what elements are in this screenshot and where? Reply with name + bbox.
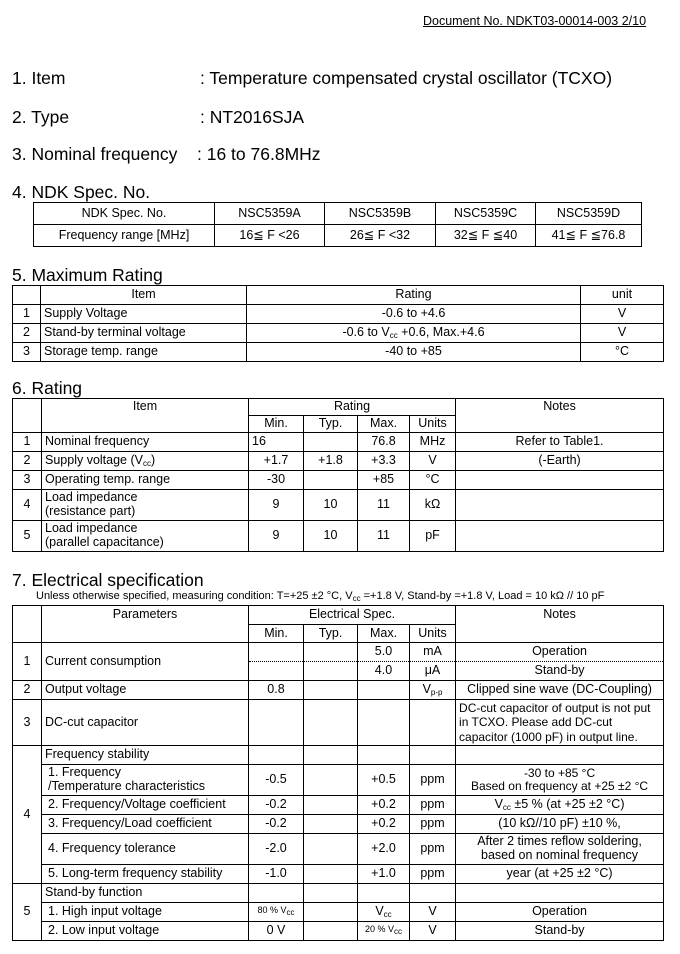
header-cell: Notes — [456, 606, 664, 625]
table-cell: Frequency stability — [42, 746, 249, 765]
table-cell: Frequency range [MHz] — [34, 225, 215, 247]
table-cell: Operation — [456, 903, 664, 922]
table-cell: 26≦ F <32 — [325, 225, 436, 247]
table-cell — [456, 521, 664, 552]
table-cell: Stand-by — [456, 662, 664, 681]
table-cell: Supply voltage $(V_{cc})$ — [42, 452, 249, 471]
frequency-label: 3. Nominal frequency — [12, 144, 178, 164]
table-cell: 32≦ F ≦40 — [436, 225, 536, 247]
table-cell: 10 — [304, 490, 358, 521]
table-cell: ppm — [410, 765, 456, 796]
table-cell — [456, 471, 664, 490]
table-cell: -0.2 — [249, 815, 304, 834]
row-number: 5 — [13, 521, 42, 552]
table-cell: Load impedance (resistance part) — [42, 490, 249, 521]
table-cell: 1. High input voltage — [42, 903, 249, 922]
row-number: 1 — [13, 433, 42, 452]
table-cell: V — [581, 305, 664, 324]
document-number: Document No. NDKT03-00014-003 2/10 — [423, 14, 647, 28]
table-cell: 5. Long-term frequency stability — [42, 865, 249, 884]
table-cell: -0.6 to $V_{cc} +0.6$, Max.+4.6 — [247, 324, 581, 343]
header-cell: Units — [410, 625, 456, 643]
table-cell: NDK Spec. No. — [34, 203, 215, 225]
table-cell: -0.2 — [249, 796, 304, 815]
table-cell: +1.7 — [249, 452, 304, 471]
row-number: 2 — [13, 681, 42, 700]
header-cell: Parameters — [42, 606, 249, 625]
table-cell: V — [410, 922, 456, 941]
table-cell: -1.0 — [249, 865, 304, 884]
table-cell: 4.0 — [358, 662, 410, 681]
header-cell: Min. — [249, 625, 304, 643]
table-cell: +1.8 — [304, 452, 358, 471]
section-5-title: 5. Maximum Rating — [12, 265, 163, 285]
table-cell: pF — [410, 521, 456, 552]
table-cell: +0.2 — [358, 796, 410, 815]
row-number: 1 — [13, 643, 42, 681]
table-cell: 16 — [249, 433, 304, 452]
table-cell — [304, 471, 358, 490]
header-cell: Units — [410, 416, 456, 433]
table-cell: +85 — [358, 471, 410, 490]
header-cell: Rating — [247, 286, 581, 305]
header-cell: Item — [41, 286, 247, 305]
table-cell: Storage temp. range — [41, 343, 247, 362]
table-cell: +0.5 — [358, 765, 410, 796]
table-cell: Stand-by function — [42, 884, 249, 903]
table-cell: 10 — [304, 521, 358, 552]
table-cell: NSC5359A — [215, 203, 325, 225]
header-cell: Max. — [358, 416, 410, 433]
table-cell: °C — [581, 343, 664, 362]
table-cell: After 2 times reflow soldering, based on nominal frequency — [456, 834, 664, 865]
table-cell: NSC5359B — [325, 203, 436, 225]
table-cell: 1. Frequency /Temperature characteristics — [42, 765, 249, 796]
header-cell: Min. — [249, 416, 304, 433]
table-cell: -0.5 — [249, 765, 304, 796]
header-cell: Typ. — [304, 625, 358, 643]
table-cell: 80 % $V_{cc}$ — [249, 903, 304, 922]
table-cell: 41≦ F ≦76.8 — [536, 225, 642, 247]
row-number: 3 — [13, 343, 41, 362]
table-cell: Operation — [456, 643, 664, 662]
table-cell — [304, 433, 358, 452]
table-cell: -40 to +85 — [247, 343, 581, 362]
table-cell: +0.2 — [358, 815, 410, 834]
table-cell: ppm — [410, 834, 456, 865]
table-cell: ppm — [410, 796, 456, 815]
type-value: : NT2016SJA — [200, 107, 305, 127]
table-cell: DC-cut capacitor of output is not put in TCXO. Please add DC-cut capacitor (1000 pF) in output line. — [456, 700, 664, 746]
table-cell: μA — [410, 662, 456, 681]
table-cell: 2. Low input voltage — [42, 922, 249, 941]
table-cell: DC-cut capacitor — [42, 700, 249, 746]
table-cell: MHz — [410, 433, 456, 452]
header-cell: Electrical Spec. — [249, 606, 456, 625]
table-cell: 16≦ F <26 — [215, 225, 325, 247]
table-cell: -30 to +85 °C Based on frequency at +25 ±2 °C — [456, 765, 664, 796]
type-label: 2. Type — [12, 107, 70, 127]
table-cell: 0.8 — [249, 681, 304, 700]
table-cell: -2.0 — [249, 834, 304, 865]
table-cell: 20 % $V_{cc}$ — [358, 922, 410, 941]
table-cell: mA — [410, 643, 456, 662]
header-cell: unit — [581, 286, 664, 305]
table-cell: 9 — [249, 521, 304, 552]
table-cell: Output voltage — [42, 681, 249, 700]
table-cell: year (at +25 ±2 °C) — [456, 865, 664, 884]
electrical-spec-table — [12, 605, 664, 941]
rating-table — [12, 398, 664, 552]
table-cell: 2. Frequency/Voltage coefficient — [42, 796, 249, 815]
table-cell: +2.0 — [358, 834, 410, 865]
table-cell: +1.0 — [358, 865, 410, 884]
table-cell: Load impedance (parallel capacitance) — [42, 521, 249, 552]
table-cell: $V_{cc} \pm 5$ % (at +25 ±2 °C) — [456, 796, 664, 815]
section-4-title: 4. NDK Spec. No. — [12, 182, 151, 202]
table-cell: Refer to Table1. — [456, 433, 664, 452]
table-cell: V — [581, 324, 664, 343]
table-cell: $V_{p-p}$ — [410, 681, 456, 700]
row-number: 2 — [13, 324, 41, 343]
table-cell: ppm — [410, 815, 456, 834]
spec-no-table — [33, 202, 642, 247]
header-cell: Typ. — [304, 416, 358, 433]
item-value: : Temperature compensated crystal oscillator (TCXO) — [200, 68, 613, 88]
table-cell: 9 — [249, 490, 304, 521]
table-cell: NSC5359C — [436, 203, 536, 225]
row-number: 4 — [13, 746, 42, 884]
header-cell: Notes — [456, 399, 664, 416]
table-cell: 76.8 — [358, 433, 410, 452]
table-cell: 0 V — [249, 922, 304, 941]
header-cell: Rating — [249, 399, 456, 416]
table-cell: Nominal frequency — [42, 433, 249, 452]
item-label: 1. Item — [12, 68, 66, 88]
table-cell: V — [410, 903, 456, 922]
table-cell: Supply Voltage — [41, 305, 247, 324]
table-cell: Current consumption — [42, 643, 249, 681]
table-cell: kΩ — [410, 490, 456, 521]
table-cell: Operating temp. range — [42, 471, 249, 490]
table-cell: (10 kΩ//10 pF) ±10 %, — [456, 815, 664, 834]
section-6-title: 6. Rating — [12, 378, 83, 398]
table-cell: °C — [410, 471, 456, 490]
table-cell: Stand-by — [456, 922, 664, 941]
header-cell: Max. — [358, 625, 410, 643]
row-number: 3 — [13, 700, 42, 746]
max-rating-table — [12, 285, 664, 362]
table-cell: 5.0 — [358, 643, 410, 662]
row-number: 5 — [13, 884, 42, 941]
table-cell: -0.6 to +4.6 — [247, 305, 581, 324]
table-cell: -30 — [249, 471, 304, 490]
measuring-condition-note: Unless otherwise specified, measuring condition: T=+25 ±2 °C, $V_{cc} =+1.8$ V, Stand-by =+1.8 V, Load = 10 kΩ // 10 pF — [36, 590, 605, 603]
table-cell: NSC5359D — [536, 203, 642, 225]
table-cell: 11 — [358, 521, 410, 552]
table-cell: $V_{cc}$ — [358, 903, 410, 922]
row-number: 3 — [13, 471, 42, 490]
table-cell: ppm — [410, 865, 456, 884]
frequency-value: : 16 to 76.8MHz — [197, 144, 321, 164]
table-cell — [456, 490, 664, 521]
section-7-title: 7. Electrical specification — [12, 570, 204, 590]
table-cell: Clipped sine wave (DC-Coupling) — [456, 681, 664, 700]
header-cell: Item — [42, 399, 249, 416]
table-cell: +3.3 — [358, 452, 410, 471]
table-cell: V — [410, 452, 456, 471]
row-number: 1 — [13, 305, 41, 324]
table-cell: 4. Frequency tolerance — [42, 834, 249, 865]
row-number: 2 — [13, 452, 42, 471]
table-cell: 11 — [358, 490, 410, 521]
table-cell: (-Earth) — [456, 452, 664, 471]
row-number: 4 — [13, 490, 42, 521]
table-cell: Stand-by terminal voltage — [41, 324, 247, 343]
table-cell: 3. Frequency/Load coefficient — [42, 815, 249, 834]
